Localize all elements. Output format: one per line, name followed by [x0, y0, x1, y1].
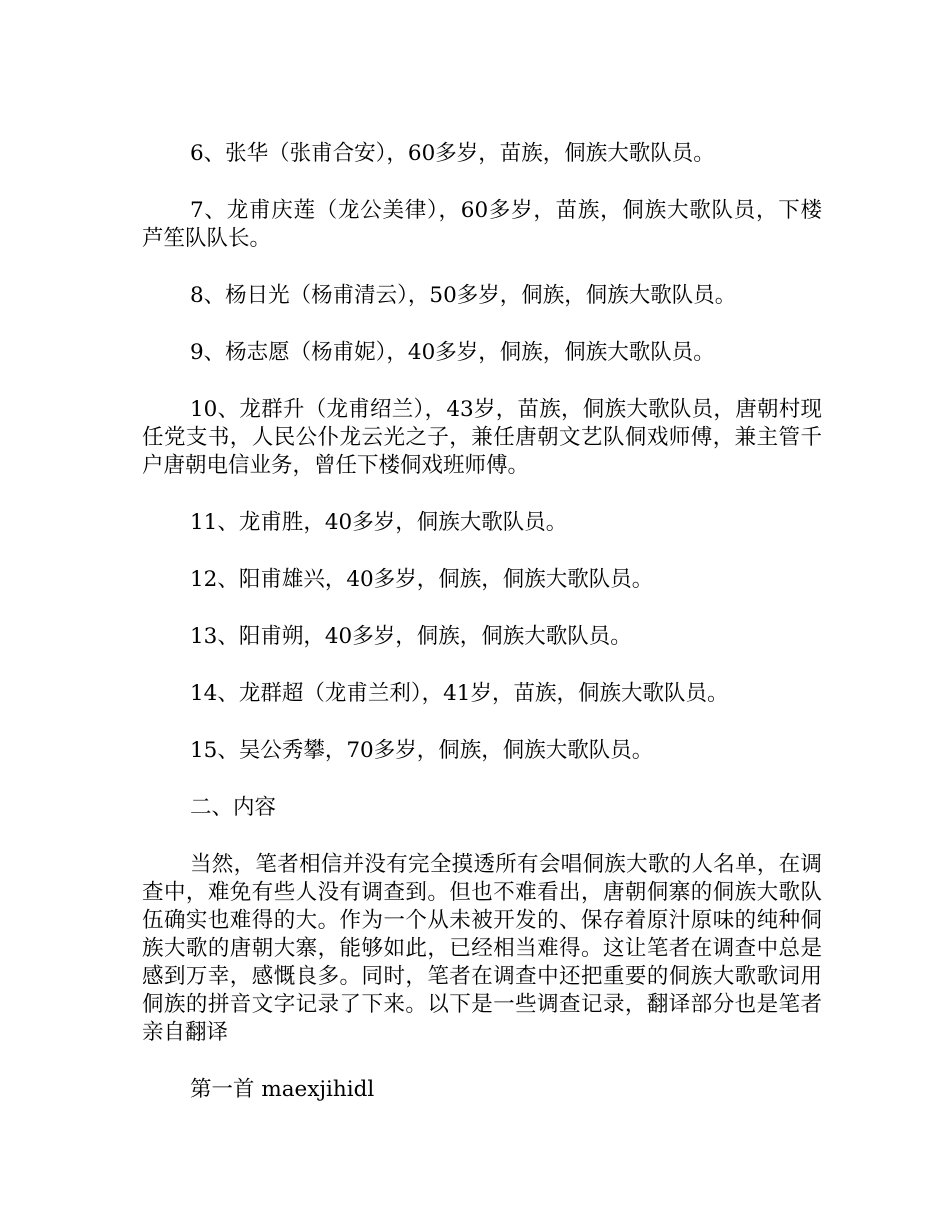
paragraph-member-8: 8、杨日光（杨甫清云），50多岁，侗族，侗族大歌队员。	[190, 283, 737, 308]
document-page	[142, 140, 822, 1104]
paragraph-member-7: 7、龙甫庆莲（龙公美律），60多岁，苗族，侗族大歌队员，下楼芦笙队队长。	[142, 198, 822, 251]
paragraph-member-6: 6、张华（张甫合安），60多岁，苗族，侗族大歌队员。	[190, 141, 715, 166]
section-heading-content: 二、内容	[190, 795, 277, 820]
paragraph-member-14: 14、龙群超（龙甫兰利），41岁，苗族，侗族大歌队员。	[190, 681, 729, 706]
paragraph-member-12: 12、阳甫雄兴，40多岁，侗族，侗族大歌队员。	[190, 567, 654, 592]
song-heading: 第一首 maexjihidl	[190, 1077, 375, 1102]
paragraph-member-10: 10、龙群升（龙甫绍兰），43岁，苗族，侗族大歌队员，唐朝村现任党支书，人民公仆龙云光之子，兼任唐朝文艺队侗戏师傅，兼主管千户唐朝电信业务，曾任下楼侗戏班师傅。	[142, 397, 822, 478]
paragraph-member-11: 11、龙甫胜，40多岁，侗族大歌队员。	[190, 510, 568, 535]
paragraph-body: 当然，笔者相信并没有完全摸透所有会唱侗族大歌的人名单，在调查中，难免有些人没有调查到。但也不难看出，唐朝侗寨的侗族大歌队伍确实也难得的大。作为一个从未被开发的、保存着原汁原味的纯种侗族大歌的唐朝大寨，能够如此，已经相当难得。这让笔者在调查中总是感到万幸，感慨良多。同时，笔者在调查中还把重要的侗族大歌歌词用侗族的拼音文字记录了下来。以下是一些调查记录，翻译部分也是笔者亲自翻译	[142, 852, 822, 1045]
paragraph-member-13: 13、阳甫朔，40多岁，侗族，侗族大歌队员。	[190, 624, 632, 649]
paragraph-member-15: 15、吴公秀攀，70多岁，侗族，侗族大歌队员。	[190, 738, 654, 763]
paragraph-member-9: 9、杨志愿（杨甫妮），40多岁，侗族，侗族大歌队员。	[190, 340, 715, 365]
